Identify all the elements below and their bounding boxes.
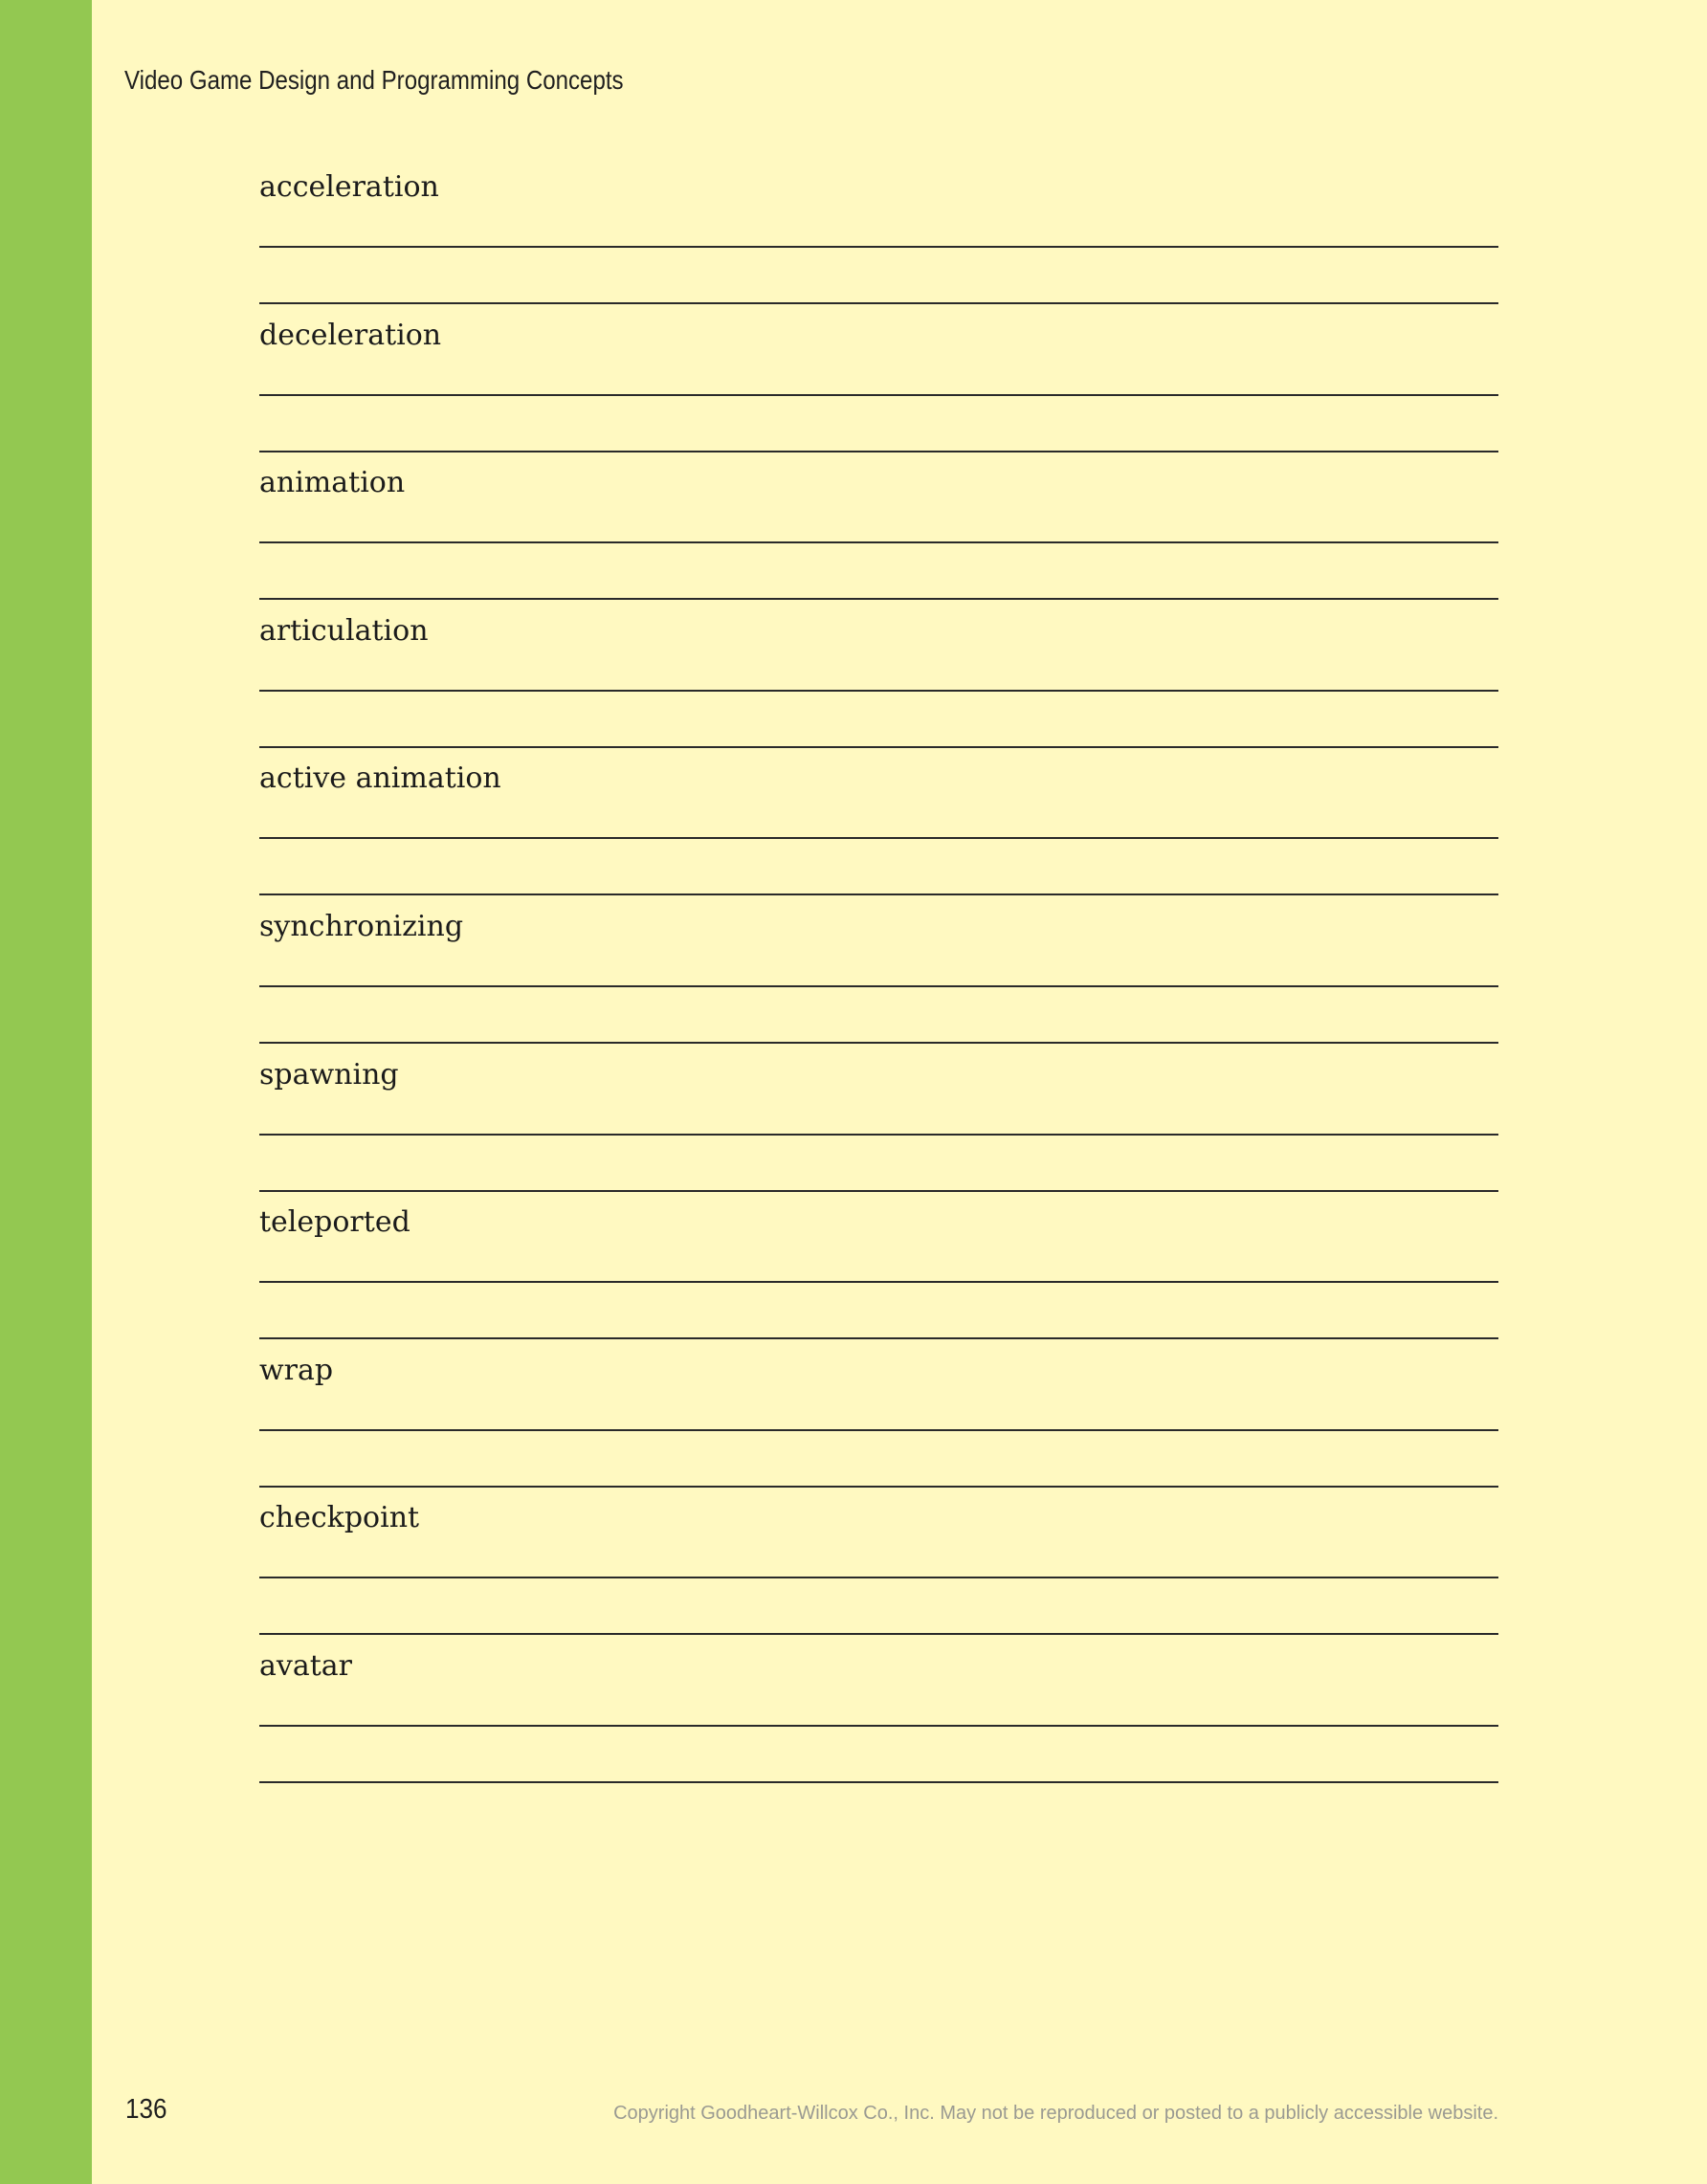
copyright-notice: Copyright Goodheart-Willcox Co., Inc. May not be reproduced or posted to a publicly accessible website. (613, 2103, 1498, 2124)
answer-line (259, 1781, 1498, 1783)
answer-line (259, 1633, 1498, 1635)
answer-line (259, 746, 1498, 748)
term-block (259, 612, 1498, 761)
term-block (259, 908, 1498, 1056)
answer-line (259, 893, 1498, 895)
answer-line (259, 541, 1498, 543)
term-block (259, 168, 1498, 317)
term-list (259, 168, 1498, 1796)
answer-line (259, 1725, 1498, 1727)
term-block (259, 317, 1498, 465)
term-label: wrap (259, 1353, 334, 1387)
answer-line (259, 451, 1498, 452)
answer-line (259, 690, 1498, 692)
answer-line (259, 1134, 1498, 1136)
term-label: spawning (259, 1057, 399, 1092)
answer-line (259, 1429, 1498, 1431)
answer-line (259, 598, 1498, 600)
term-block (259, 760, 1498, 908)
term-block (259, 464, 1498, 612)
term-block (259, 1056, 1498, 1204)
term-label: deceleration (259, 318, 442, 352)
term-label: synchronizing (259, 909, 464, 943)
term-label: avatar (259, 1648, 353, 1683)
answer-line (259, 985, 1498, 987)
term-block (259, 1499, 1498, 1647)
term-label: animation (259, 466, 406, 500)
term-label: checkpoint (259, 1501, 420, 1535)
term-block (259, 1647, 1498, 1796)
side-color-bar (0, 0, 92, 2184)
running-title: Video Game Design and Programming Concepts (124, 65, 624, 95)
answer-line (259, 1337, 1498, 1339)
term-block (259, 1203, 1498, 1352)
answer-line (259, 1190, 1498, 1192)
term-label: articulation (259, 613, 429, 648)
answer-line (259, 1486, 1498, 1488)
term-label: active animation (259, 761, 501, 796)
answer-line (259, 1281, 1498, 1283)
answer-line (259, 837, 1498, 839)
term-label: acceleration (259, 170, 439, 204)
answer-line (259, 302, 1498, 304)
page-number: 136 (125, 2094, 167, 2125)
term-block (259, 1352, 1498, 1500)
answer-line (259, 1577, 1498, 1578)
answer-line (259, 1042, 1498, 1044)
answer-line (259, 246, 1498, 248)
answer-line (259, 394, 1498, 396)
term-label: teleported (259, 1205, 410, 1240)
